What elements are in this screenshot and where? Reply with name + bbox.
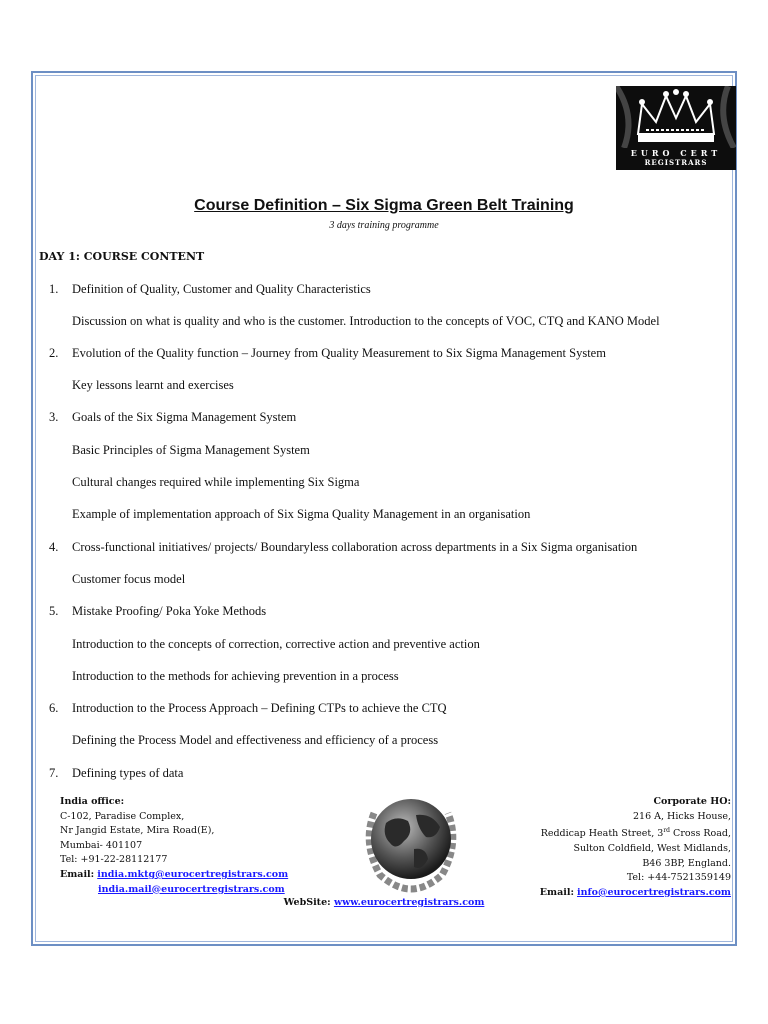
list-item: Introduction to the Process Approach – Defining CTPs to achieve the CTQ — [72, 701, 447, 715]
website-link[interactable]: www.eurocertregistrars.com — [333, 897, 485, 908]
globe-laurel-icon — [356, 793, 466, 893]
corporate-ho-heading: Corporate HO: — [653, 796, 731, 807]
document-subtitle: 3 days training programme — [329, 220, 439, 231]
list-item: Example of implementation approach of Six Sigma Quality Management in an organisation — [72, 507, 531, 521]
logo-text-line2: REGISTRARS — [644, 158, 708, 167]
corporate-email-link[interactable]: info@eurocertregistrars.com — [577, 886, 731, 898]
list-item: Defining types of data — [72, 766, 184, 780]
india-email-link-1[interactable]: india.mktg@eurocertregistrars.com — [97, 868, 289, 880]
email-label: Email: — [60, 868, 95, 880]
address-part: Reddicap Heath Street, 3 — [540, 828, 664, 840]
item-number: 4. — [49, 540, 59, 554]
list-item: Definition of Quality, Customer and Quality Characteristics — [72, 282, 371, 296]
address-line: Mumbai- 401107 — [60, 839, 143, 851]
item-number: 2. — [49, 346, 59, 360]
website-label: WebSite: — [283, 897, 331, 908]
list-item: Key lessons learnt and exercises — [72, 378, 234, 392]
list-item: Discussion on what is quality and who is the customer. Introduction to the concepts of VOC, CTQ and KANO Model — [72, 314, 660, 328]
list-item: Basic Principles of Sigma Management System — [72, 443, 310, 457]
crown-icon — [616, 86, 736, 148]
company-logo — [616, 86, 736, 170]
list-item: Cross-functional initiatives/ projects/ Boundaryless collaboration across departments in a Six Sigma organisation — [72, 540, 638, 554]
list-item: Defining the Process Model and effectiveness and efficiency of a process — [72, 733, 439, 747]
item-number: 5. — [49, 604, 59, 618]
list-item: Introduction to the concepts of correction, corrective action and preventive action — [72, 637, 480, 651]
list-item: Cultural changes required while implementing Six Sigma — [72, 475, 360, 489]
email-label: Email: — [539, 886, 574, 898]
logo-text-line1: EURO CERT — [630, 148, 722, 158]
india-office-heading: India office: — [60, 796, 125, 807]
address-line: C-102, Paradise Complex, — [60, 810, 185, 822]
document-title: Course Definition – Six Sigma Green Belt Training — [194, 197, 574, 214]
list-item: Evolution of the Quality function – Journey from Quality Measurement to Six Sigma Management System — [72, 346, 606, 360]
address-part: Cross Road, — [670, 828, 731, 840]
phone-line: Tel: +91-22-28112177 — [60, 854, 168, 866]
list-item: Mistake Proofing/ Poka Yoke Methods — [72, 604, 267, 618]
website-line — [0, 897, 768, 908]
item-number: 6. — [49, 701, 59, 715]
address-line: Nr Jangid Estate, Mira Road(E), — [60, 825, 215, 837]
corporate-ho-address — [540, 795, 731, 900]
day-heading: DAY 1: COURSE CONTENT — [39, 250, 205, 263]
address-line: Sulton Coldfield, West Midlands, — [573, 842, 731, 854]
india-email-link-2[interactable]: india.mail@eurocertregistrars.com — [98, 883, 285, 895]
item-number: 7. — [49, 766, 59, 780]
phone-line: Tel: +44-7521359149 — [626, 872, 731, 884]
list-item: Introduction to the methods for achieving prevention in a process — [72, 669, 399, 683]
address-line: 216 A, Hicks House, — [633, 810, 731, 822]
list-item: Goals of the Six Sigma Management System — [72, 410, 297, 424]
address-line: B46 3BP, England. — [642, 857, 731, 869]
address-line — [540, 824, 731, 842]
ordinal-suffix: rd — [663, 827, 671, 835]
india-office-address — [60, 795, 288, 897]
item-number: 3. — [49, 410, 59, 424]
item-number: 1. — [49, 282, 59, 296]
list-item: Customer focus model — [72, 572, 186, 586]
